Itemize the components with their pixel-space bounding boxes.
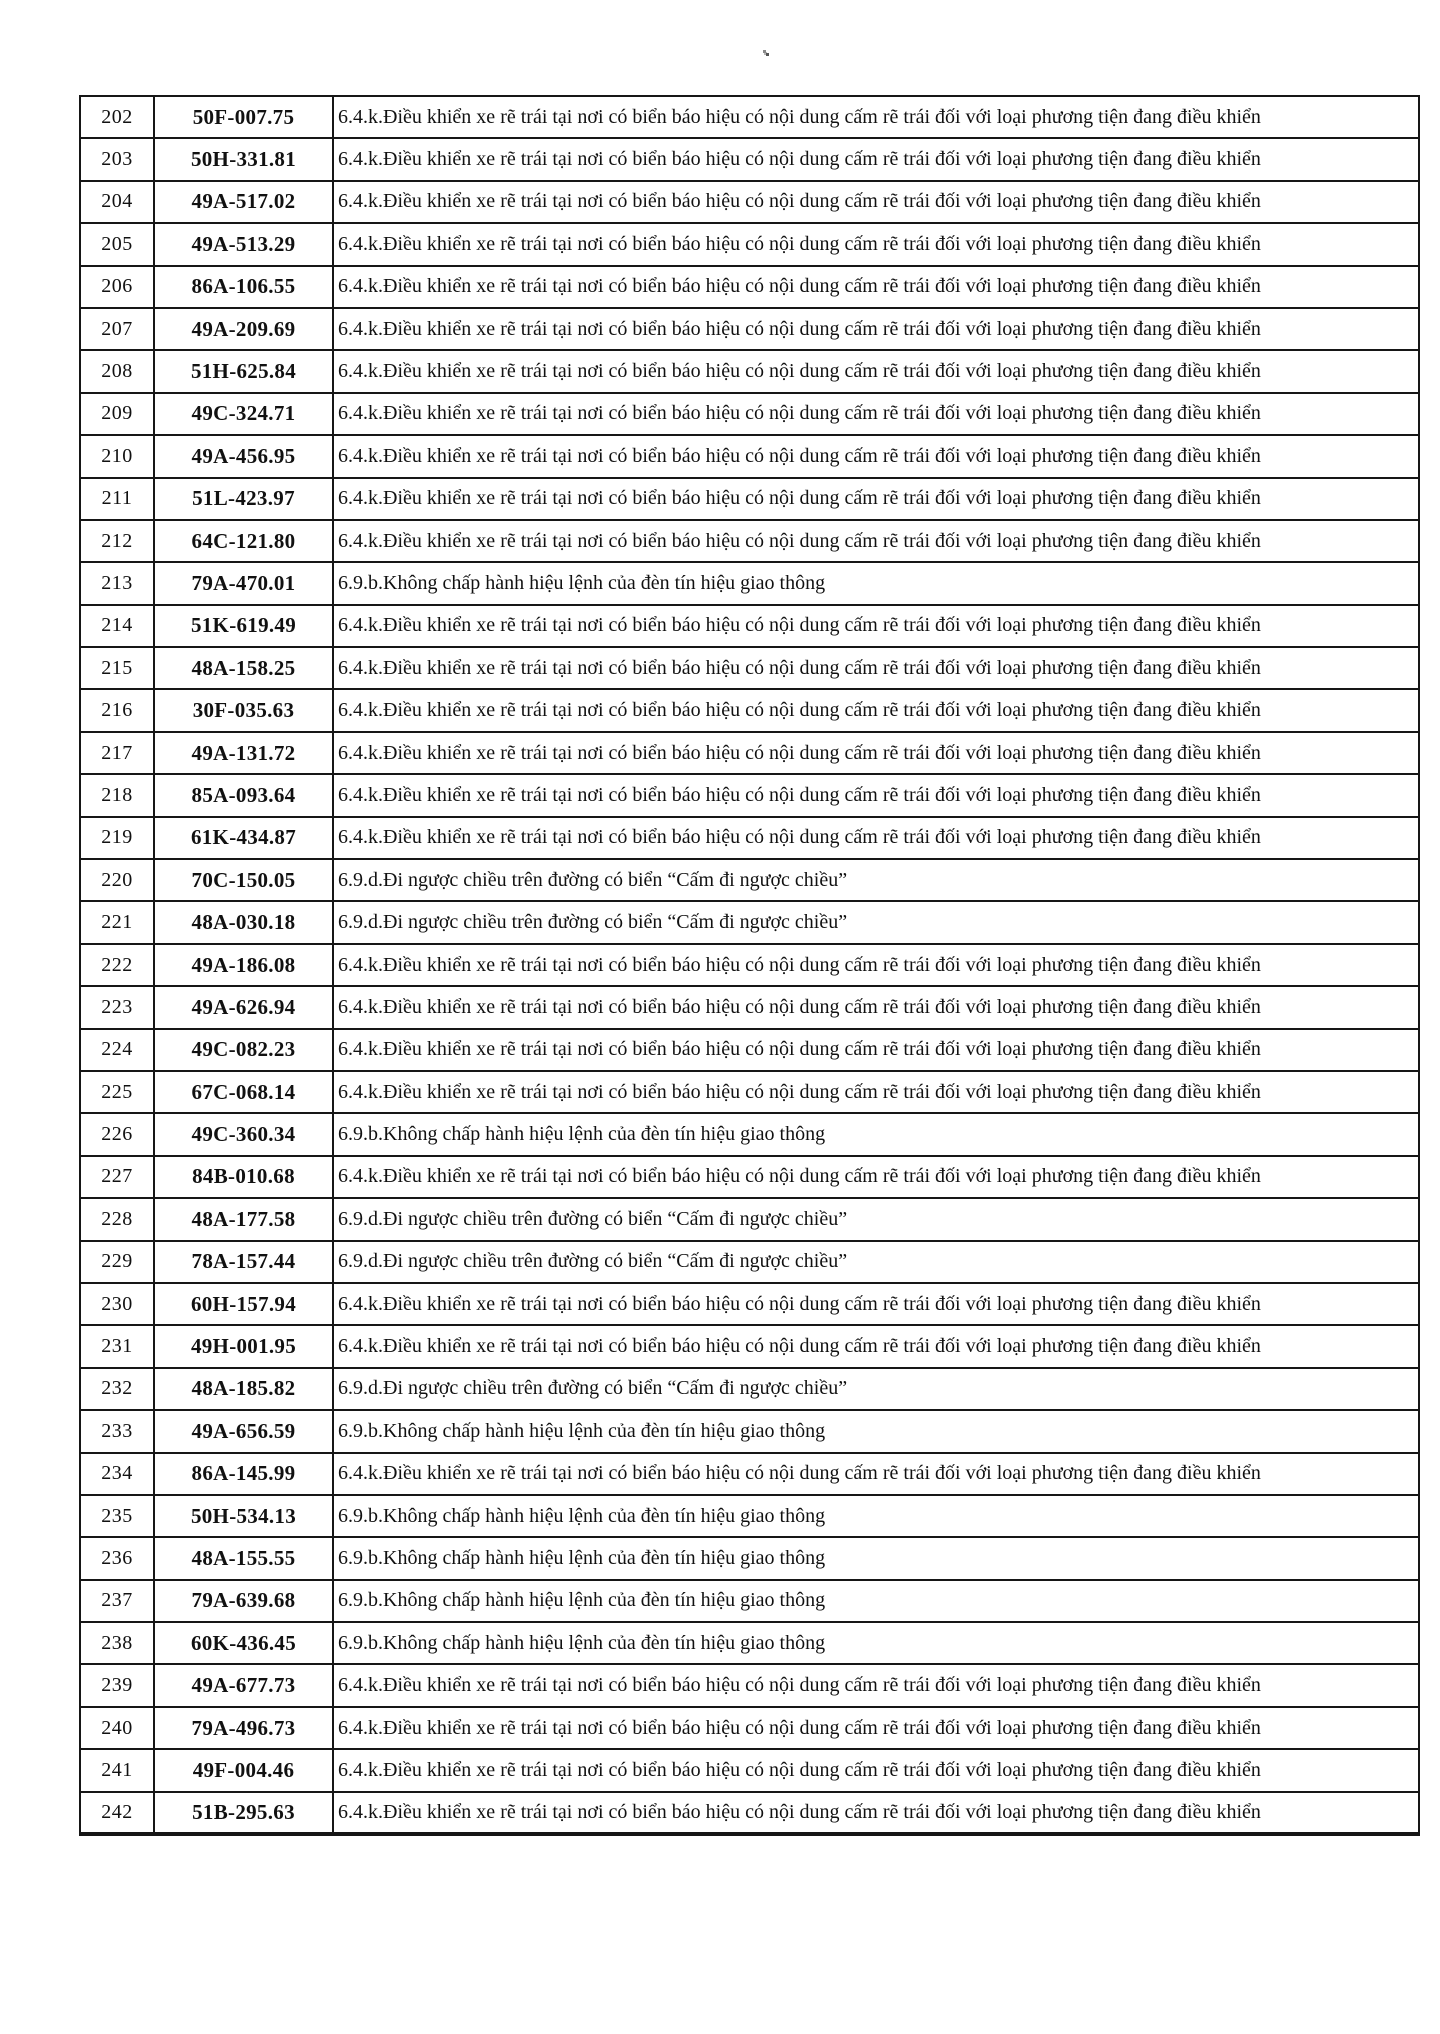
license-plate: 50H-331.81 bbox=[154, 138, 333, 180]
license-plate: 49C-360.34 bbox=[154, 1113, 333, 1155]
license-plate: 60H-157.94 bbox=[154, 1283, 333, 1325]
table-row bbox=[80, 1113, 1419, 1155]
table-row bbox=[80, 1707, 1419, 1749]
violation-description: 6.4.k.Điều khiển xe rẽ trái tại nơi có biển báo hiệu có nội dung cấm rẽ trái đối với loại phương tiện đang điều khiển bbox=[333, 308, 1419, 350]
table-row bbox=[80, 1368, 1419, 1410]
row-number: 221 bbox=[80, 901, 154, 943]
license-plate: 86A-145.99 bbox=[154, 1453, 333, 1495]
table-row bbox=[80, 986, 1419, 1028]
table-row bbox=[80, 1453, 1419, 1495]
license-plate: 49A-513.29 bbox=[154, 223, 333, 265]
table-row bbox=[80, 732, 1419, 774]
row-number: 226 bbox=[80, 1113, 154, 1155]
violation-description: 6.4.k.Điều khiển xe rẽ trái tại nơi có biển báo hiệu có nội dung cấm rẽ trái đối với loại phương tiện đang điều khiển bbox=[333, 393, 1419, 435]
license-plate: 49C-082.23 bbox=[154, 1029, 333, 1071]
license-plate: 51H-625.84 bbox=[154, 350, 333, 392]
violation-description: 6.9.b.Không chấp hành hiệu lệnh của đèn tín hiệu giao thông bbox=[333, 1410, 1419, 1452]
table-row bbox=[80, 1495, 1419, 1537]
license-plate: 67C-068.14 bbox=[154, 1071, 333, 1113]
table-row bbox=[80, 1537, 1419, 1579]
violation-description: 6.9.b.Không chấp hành hiệu lệnh của đèn tín hiệu giao thông bbox=[333, 1537, 1419, 1579]
row-number: 224 bbox=[80, 1029, 154, 1071]
violation-description: 6.9.d.Đi ngược chiều trên đường có biển “Cấm đi ngược chiều” bbox=[333, 1198, 1419, 1240]
violation-description: 6.4.k.Điều khiển xe rẽ trái tại nơi có biển báo hiệu có nội dung cấm rẽ trái đối với loại phương tiện đang điều khiển bbox=[333, 138, 1419, 180]
row-number: 234 bbox=[80, 1453, 154, 1495]
row-number: 232 bbox=[80, 1368, 154, 1410]
table-row bbox=[80, 1792, 1419, 1834]
license-plate: 51K-619.49 bbox=[154, 605, 333, 647]
row-number: 238 bbox=[80, 1622, 154, 1664]
violation-description: 6.4.k.Điều khiển xe rẽ trái tại nơi có biển báo hiệu có nội dung cấm rẽ trái đối với loại phương tiện đang điều khiển bbox=[333, 1325, 1419, 1367]
violation-description: 6.4.k.Điều khiển xe rẽ trái tại nơi có biển báo hiệu có nội dung cấm rẽ trái đối với loại phương tiện đang điều khiển bbox=[333, 478, 1419, 520]
row-number: 217 bbox=[80, 732, 154, 774]
violation-description: 6.9.b.Không chấp hành hiệu lệnh của đèn tín hiệu giao thông bbox=[333, 1580, 1419, 1622]
license-plate: 79A-639.68 bbox=[154, 1580, 333, 1622]
table-row bbox=[80, 817, 1419, 859]
violation-description: 6.4.k.Điều khiển xe rẽ trái tại nơi có biển báo hiệu có nội dung cấm rẽ trái đối với loại phương tiện đang điều khiển bbox=[333, 520, 1419, 562]
table-row bbox=[80, 774, 1419, 816]
scan-artifact bbox=[763, 50, 766, 53]
row-number: 220 bbox=[80, 859, 154, 901]
table-row bbox=[80, 1156, 1419, 1198]
violation-description: 6.4.k.Điều khiển xe rẽ trái tại nơi có biển báo hiệu có nội dung cấm rẽ trái đối với loại phương tiện đang điều khiển bbox=[333, 647, 1419, 689]
row-number: 215 bbox=[80, 647, 154, 689]
license-plate: 49A-209.69 bbox=[154, 308, 333, 350]
row-number: 205 bbox=[80, 223, 154, 265]
license-plate: 49A-131.72 bbox=[154, 732, 333, 774]
violation-description: 6.4.k.Điều khiển xe rẽ trái tại nơi có biển báo hiệu có nội dung cấm rẽ trái đối với loại phương tiện đang điều khiển bbox=[333, 350, 1419, 392]
license-plate: 79A-496.73 bbox=[154, 1707, 333, 1749]
license-plate: 78A-157.44 bbox=[154, 1241, 333, 1283]
table-row bbox=[80, 138, 1419, 180]
table-row bbox=[80, 266, 1419, 308]
table-row bbox=[80, 605, 1419, 647]
table-row bbox=[80, 647, 1419, 689]
row-number: 230 bbox=[80, 1283, 154, 1325]
license-plate: 84B-010.68 bbox=[154, 1156, 333, 1198]
row-number: 231 bbox=[80, 1325, 154, 1367]
row-number: 218 bbox=[80, 774, 154, 816]
row-number: 235 bbox=[80, 1495, 154, 1537]
license-plate: 49A-656.59 bbox=[154, 1410, 333, 1452]
table-row bbox=[80, 478, 1419, 520]
row-number: 213 bbox=[80, 562, 154, 604]
table-row bbox=[80, 520, 1419, 562]
table-row bbox=[80, 1580, 1419, 1622]
violation-description: 6.9.b.Không chấp hành hiệu lệnh của đèn tín hiệu giao thông bbox=[333, 1495, 1419, 1537]
table-row bbox=[80, 223, 1419, 265]
violation-table bbox=[79, 95, 1420, 1836]
table-row bbox=[80, 859, 1419, 901]
table-row bbox=[80, 1198, 1419, 1240]
license-plate: 60K-436.45 bbox=[154, 1622, 333, 1664]
violation-description: 6.4.k.Điều khiển xe rẽ trái tại nơi có biển báo hiệu có nội dung cấm rẽ trái đối với loại phương tiện đang điều khiển bbox=[333, 732, 1419, 774]
row-number: 202 bbox=[80, 96, 154, 138]
license-plate: 49A-456.95 bbox=[154, 435, 333, 477]
violation-description: 6.4.k.Điều khiển xe rẽ trái tại nơi có biển báo hiệu có nội dung cấm rẽ trái đối với loại phương tiện đang điều khiển bbox=[333, 1453, 1419, 1495]
violation-description: 6.4.k.Điều khiển xe rẽ trái tại nơi có biển báo hiệu có nội dung cấm rẽ trái đối với loại phương tiện đang điều khiển bbox=[333, 1071, 1419, 1113]
violation-description: 6.4.k.Điều khiển xe rẽ trái tại nơi có biển báo hiệu có nội dung cấm rẽ trái đối với loại phương tiện đang điều khiển bbox=[333, 1792, 1419, 1834]
table-row bbox=[80, 1749, 1419, 1791]
table-row bbox=[80, 96, 1419, 138]
row-number: 208 bbox=[80, 350, 154, 392]
license-plate: 70C-150.05 bbox=[154, 859, 333, 901]
license-plate: 49F-004.46 bbox=[154, 1749, 333, 1791]
violation-description: 6.4.k.Điều khiển xe rẽ trái tại nơi có biển báo hiệu có nội dung cấm rẽ trái đối với loại phương tiện đang điều khiển bbox=[333, 96, 1419, 138]
row-number: 203 bbox=[80, 138, 154, 180]
table-row bbox=[80, 562, 1419, 604]
violation-description: 6.4.k.Điều khiển xe rẽ trái tại nơi có biển báo hiệu có nội dung cấm rẽ trái đối với loại phương tiện đang điều khiển bbox=[333, 1749, 1419, 1791]
violation-description: 6.4.k.Điều khiển xe rẽ trái tại nơi có biển báo hiệu có nội dung cấm rẽ trái đối với loại phương tiện đang điều khiển bbox=[333, 1707, 1419, 1749]
license-plate: 51B-295.63 bbox=[154, 1792, 333, 1834]
license-plate: 48A-158.25 bbox=[154, 647, 333, 689]
license-plate: 49C-324.71 bbox=[154, 393, 333, 435]
violation-description: 6.9.b.Không chấp hành hiệu lệnh của đèn tín hiệu giao thông bbox=[333, 1113, 1419, 1155]
license-plate: 48A-185.82 bbox=[154, 1368, 333, 1410]
table-row bbox=[80, 1071, 1419, 1113]
row-number: 241 bbox=[80, 1749, 154, 1791]
violation-description: 6.4.k.Điều khiển xe rẽ trái tại nơi có biển báo hiệu có nội dung cấm rẽ trái đối với loại phương tiện đang điều khiển bbox=[333, 1283, 1419, 1325]
row-number: 206 bbox=[80, 266, 154, 308]
table-row bbox=[80, 1325, 1419, 1367]
license-plate: 64C-121.80 bbox=[154, 520, 333, 562]
license-plate: 49A-626.94 bbox=[154, 986, 333, 1028]
violation-description: 6.4.k.Điều khiển xe rẽ trái tại nơi có biển báo hiệu có nội dung cấm rẽ trái đối với loại phương tiện đang điều khiển bbox=[333, 1029, 1419, 1071]
table-row bbox=[80, 1029, 1419, 1071]
license-plate: 61K-434.87 bbox=[154, 817, 333, 859]
violation-description: 6.9.d.Đi ngược chiều trên đường có biển “Cấm đi ngược chiều” bbox=[333, 1241, 1419, 1283]
license-plate: 85A-093.64 bbox=[154, 774, 333, 816]
row-number: 209 bbox=[80, 393, 154, 435]
row-number: 214 bbox=[80, 605, 154, 647]
row-number: 227 bbox=[80, 1156, 154, 1198]
row-number: 229 bbox=[80, 1241, 154, 1283]
row-number: 242 bbox=[80, 1792, 154, 1834]
violation-description: 6.4.k.Điều khiển xe rẽ trái tại nơi có biển báo hiệu có nội dung cấm rẽ trái đối với loại phương tiện đang điều khiển bbox=[333, 817, 1419, 859]
row-number: 222 bbox=[80, 944, 154, 986]
violation-description: 6.4.k.Điều khiển xe rẽ trái tại nơi có biển báo hiệu có nội dung cấm rẽ trái đối với loại phương tiện đang điều khiển bbox=[333, 1156, 1419, 1198]
table-row bbox=[80, 308, 1419, 350]
license-plate: 51L-423.97 bbox=[154, 478, 333, 520]
row-number: 207 bbox=[80, 308, 154, 350]
violation-description: 6.9.d.Đi ngược chiều trên đường có biển “Cấm đi ngược chiều” bbox=[333, 859, 1419, 901]
row-number: 212 bbox=[80, 520, 154, 562]
license-plate: 48A-030.18 bbox=[154, 901, 333, 943]
violation-description: 6.4.k.Điều khiển xe rẽ trái tại nơi có biển báo hiệu có nội dung cấm rẽ trái đối với loại phương tiện đang điều khiển bbox=[333, 266, 1419, 308]
row-number: 239 bbox=[80, 1664, 154, 1706]
violation-description: 6.9.b.Không chấp hành hiệu lệnh của đèn tín hiệu giao thông bbox=[333, 562, 1419, 604]
violation-description: 6.4.k.Điều khiển xe rẽ trái tại nơi có biển báo hiệu có nội dung cấm rẽ trái đối với loại phương tiện đang điều khiển bbox=[333, 774, 1419, 816]
license-plate: 50H-534.13 bbox=[154, 1495, 333, 1537]
row-number: 223 bbox=[80, 986, 154, 1028]
table-row bbox=[80, 901, 1419, 943]
license-plate: 49A-677.73 bbox=[154, 1664, 333, 1706]
row-number: 210 bbox=[80, 435, 154, 477]
row-number: 237 bbox=[80, 1580, 154, 1622]
table-row bbox=[80, 1241, 1419, 1283]
table-row bbox=[80, 350, 1419, 392]
license-plate: 30F-035.63 bbox=[154, 689, 333, 731]
violation-description: 6.4.k.Điều khiển xe rẽ trái tại nơi có biển báo hiệu có nội dung cấm rẽ trái đối với loại phương tiện đang điều khiển bbox=[333, 181, 1419, 223]
violation-description: 6.9.b.Không chấp hành hiệu lệnh của đèn tín hiệu giao thông bbox=[333, 1622, 1419, 1664]
license-plate: 49A-186.08 bbox=[154, 944, 333, 986]
table-row bbox=[80, 1410, 1419, 1452]
violation-description: 6.9.d.Đi ngược chiều trên đường có biển “Cấm đi ngược chiều” bbox=[333, 901, 1419, 943]
row-number: 225 bbox=[80, 1071, 154, 1113]
table-row bbox=[80, 435, 1419, 477]
violation-description: 6.4.k.Điều khiển xe rẽ trái tại nơi có biển báo hiệu có nội dung cấm rẽ trái đối với loại phương tiện đang điều khiển bbox=[333, 223, 1419, 265]
row-number: 219 bbox=[80, 817, 154, 859]
violation-description: 6.4.k.Điều khiển xe rẽ trái tại nơi có biển báo hiệu có nội dung cấm rẽ trái đối với loại phương tiện đang điều khiển bbox=[333, 944, 1419, 986]
table-row bbox=[80, 1664, 1419, 1706]
violation-description: 6.4.k.Điều khiển xe rẽ trái tại nơi có biển báo hiệu có nội dung cấm rẽ trái đối với loại phương tiện đang điều khiển bbox=[333, 435, 1419, 477]
row-number: 204 bbox=[80, 181, 154, 223]
row-number: 233 bbox=[80, 1410, 154, 1452]
license-plate: 49A-517.02 bbox=[154, 181, 333, 223]
table-row bbox=[80, 393, 1419, 435]
row-number: 211 bbox=[80, 478, 154, 520]
license-plate: 79A-470.01 bbox=[154, 562, 333, 604]
row-number: 236 bbox=[80, 1537, 154, 1579]
license-plate: 48A-155.55 bbox=[154, 1537, 333, 1579]
table-row bbox=[80, 181, 1419, 223]
license-plate: 49H-001.95 bbox=[154, 1325, 333, 1367]
table-row bbox=[80, 1283, 1419, 1325]
row-number: 228 bbox=[80, 1198, 154, 1240]
violation-table-body bbox=[80, 96, 1419, 1834]
violation-description: 6.4.k.Điều khiển xe rẽ trái tại nơi có biển báo hiệu có nội dung cấm rẽ trái đối với loại phương tiện đang điều khiển bbox=[333, 1664, 1419, 1706]
table-row bbox=[80, 1622, 1419, 1664]
violation-description: 6.4.k.Điều khiển xe rẽ trái tại nơi có biển báo hiệu có nội dung cấm rẽ trái đối với loại phương tiện đang điều khiển bbox=[333, 986, 1419, 1028]
license-plate: 50F-007.75 bbox=[154, 96, 333, 138]
license-plate: 86A-106.55 bbox=[154, 266, 333, 308]
row-number: 240 bbox=[80, 1707, 154, 1749]
table-row bbox=[80, 944, 1419, 986]
violation-description: 6.4.k.Điều khiển xe rẽ trái tại nơi có biển báo hiệu có nội dung cấm rẽ trái đối với loại phương tiện đang điều khiển bbox=[333, 689, 1419, 731]
row-number: 216 bbox=[80, 689, 154, 731]
license-plate: 48A-177.58 bbox=[154, 1198, 333, 1240]
violation-description: 6.9.d.Đi ngược chiều trên đường có biển “Cấm đi ngược chiều” bbox=[333, 1368, 1419, 1410]
violation-description: 6.4.k.Điều khiển xe rẽ trái tại nơi có biển báo hiệu có nội dung cấm rẽ trái đối với loại phương tiện đang điều khiển bbox=[333, 605, 1419, 647]
table-row bbox=[80, 689, 1419, 731]
